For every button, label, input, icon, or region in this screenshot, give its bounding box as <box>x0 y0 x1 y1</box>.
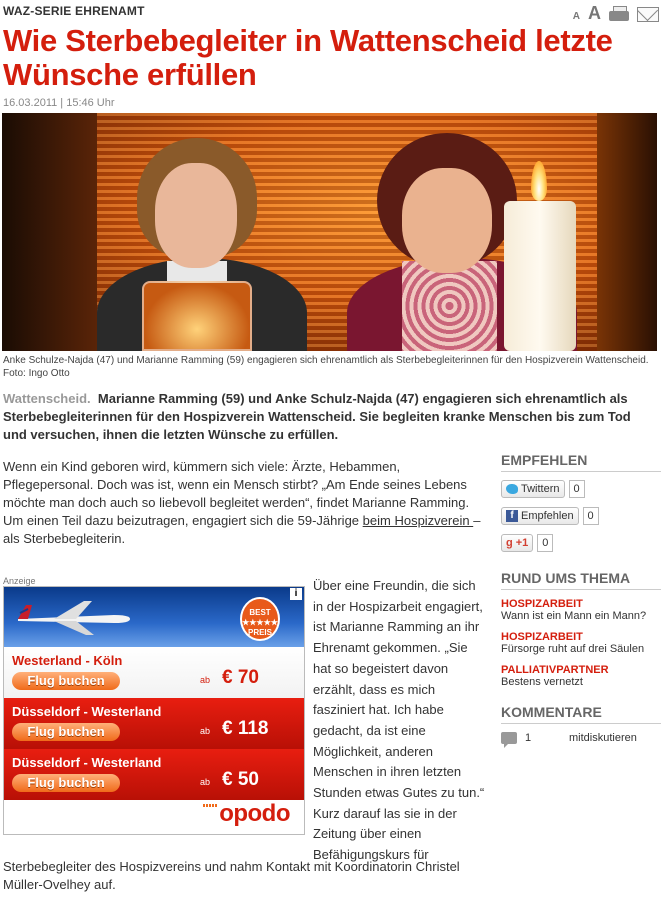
ad-info-icon[interactable]: i <box>290 588 302 600</box>
related-topic-item[interactable] <box>501 598 661 622</box>
discuss-link[interactable]: mitdiskutieren <box>569 732 637 744</box>
ad-label: Anzeige <box>3 576 36 586</box>
comments-row <box>501 732 661 744</box>
ad-offer-row[interactable] <box>4 647 304 698</box>
font-increase-button[interactable]: A <box>588 3 601 23</box>
twitter-share <box>501 480 661 498</box>
book-flight-button[interactable]: Flug buchen <box>12 774 120 792</box>
facebook-count: 0 <box>583 507 599 525</box>
google-plus-icon: g <box>506 537 513 549</box>
opodo-ad[interactable] <box>3 586 305 835</box>
article-headline: Wie Sterbebegleiter in Wattenscheid letzte Wünsche erfüllen <box>3 23 613 92</box>
photo-candle <box>504 201 576 351</box>
lead-city: Wattenscheid. <box>3 391 91 406</box>
offer-price: € 118 <box>222 718 269 739</box>
related-topic-tag[interactable]: PALLIATIVPARTNER <box>501 664 609 676</box>
offer-price-prefix: ab <box>200 726 211 736</box>
article-sidebar <box>501 452 661 744</box>
related-topic-title[interactable]: Fürsorge ruht auf drei Säulen <box>501 643 645 655</box>
facebook-like-button[interactable] <box>501 507 579 525</box>
font-decrease-button[interactable]: A <box>572 11 580 22</box>
best-price-badge <box>240 597 280 641</box>
hospizverein-link[interactable]: beim Hospizverein <box>362 513 474 528</box>
facebook-share <box>501 507 661 525</box>
opodo-logo[interactable] <box>219 800 290 828</box>
related-topics-heading: RUND UMS THEMA <box>501 570 661 590</box>
article-paragraph-1 <box>3 458 488 548</box>
ad-offer-row[interactable] <box>4 749 304 800</box>
related-topic-item[interactable] <box>501 664 661 688</box>
person-right-scarf <box>402 261 497 351</box>
related-topic-tag[interactable]: HOSPIZARBEIT <box>501 598 583 610</box>
printer-icon[interactable] <box>609 6 629 22</box>
related-topic-item[interactable] <box>501 631 661 655</box>
ad-offer-row[interactable] <box>4 698 304 749</box>
article-lead <box>3 390 658 444</box>
comment-bubble-icon <box>501 732 517 744</box>
photo-background-right <box>597 113 657 351</box>
article-photo[interactable] <box>2 113 657 351</box>
article-paragraph-3: Sterbebegleiter des Hospizvereins und nahm Kontakt mit Koordinatorin Christel Müller-Ovelhey auf. <box>3 859 460 892</box>
photo-caption: Anke Schulze-Najda (47) und Marianne Ramming (59) engagieren sich ehrenamtlich als Sterbebegleiterinnen für den Hospizverein Wattenscheid. Foto: Ingo Otto <box>3 355 649 379</box>
offer-route: Düsseldorf - Westerland <box>12 704 162 719</box>
offer-price-prefix: ab <box>200 675 211 685</box>
offer-route: Düsseldorf - Westerland <box>12 755 162 770</box>
best-price-badge-bottom: PREIS <box>247 628 272 637</box>
mail-icon[interactable] <box>637 7 659 22</box>
twitter-button[interactable] <box>501 480 565 498</box>
ad-header <box>4 587 304 647</box>
comments-heading: KOMMENTARE <box>501 704 661 724</box>
photo-background-left <box>2 113 97 351</box>
paragraph-1-text: Wenn ein Kind geboren wird, kümmern sich viele: Ärzte, Hebammen, Pflegepersonal. Doch was ist, wenn ein Mensch stirbt? „Am Ende seines Lebens möchte man doch auch so liebevoll begleitet werden“, findet Marianne Ramming. Um einen Teil dazu beizutragen, engagiert sich die 59-Jährige <box>3 459 470 528</box>
google-share <box>501 534 661 552</box>
book-flight-button[interactable]: Flug buchen <box>12 672 120 690</box>
article-dateline: 16.03.2011 | 15:46 Uhr <box>3 97 115 109</box>
google-count: 0 <box>537 534 553 552</box>
opodo-logo-dots <box>203 804 217 807</box>
twitter-bird-icon <box>506 484 518 494</box>
related-topic-title[interactable]: Wann ist ein Mann ein Mann? <box>501 610 647 622</box>
airplane-icon <box>14 597 134 637</box>
offer-route: Westerland - Köln <box>12 653 123 668</box>
photo-candle-glass <box>142 281 252 351</box>
google-plus-button[interactable] <box>501 534 533 552</box>
best-price-badge-top: BEST <box>249 608 271 617</box>
related-topic-tag[interactable]: HOSPIZARBEIT <box>501 631 583 643</box>
facebook-label: Empfehlen <box>521 510 574 522</box>
person-right-face <box>402 168 492 273</box>
google-plus-label: +1 <box>515 537 529 549</box>
person-left-face <box>155 163 237 268</box>
article-kicker: WAZ-SERIE EHRENAMT <box>3 4 145 18</box>
twitter-count: 0 <box>569 480 585 498</box>
article-paragraph-2: Über eine Freundin, die sich in der Hospizarbeit engagiert, ist Marianne Ramming an ihr Ehrenamt gekommen. „Sie hat so begeistert davon erzählt, dass es mich fasziniert hat. Ich habe gedacht, da ist eine Möglichkeit, anderen Menschen in ihren letzten Stunden etwas Gutes zu tun.“ Kurz darauf las sie in der Zeitung über einen Befähigungskurs für <box>313 578 485 863</box>
twitter-label: Twittern <box>521 483 560 495</box>
facebook-icon: f <box>506 510 518 522</box>
paragraph-1-end: – als Sterbebegleiterin. <box>3 513 481 546</box>
offer-price: € 50 <box>222 769 259 790</box>
best-price-badge-stars: ★★★★★ <box>242 618 278 627</box>
article-tools <box>573 4 659 22</box>
lead-text: Marianne Ramming (59) und Anke Schulz-Najda (47) engagieren sich ehrenamtlich als Sterbebegleiterinnen für den Hospizverein Wattenscheid. Sie begleiten kranke Menschen bis zum Tod und versuchen, ihnen die letzten Wünsche zu erfüllen. <box>3 391 631 442</box>
opodo-logo-text: opodo <box>219 800 290 827</box>
book-flight-button[interactable]: Flug buchen <box>12 723 120 741</box>
offer-price-prefix: ab <box>200 777 211 787</box>
offer-price: € 70 <box>222 667 259 688</box>
comments-count: 1 <box>525 732 532 744</box>
recommend-heading: EMPFEHLEN <box>501 452 661 472</box>
related-topic-title[interactable]: Bestens vernetzt <box>501 676 583 688</box>
